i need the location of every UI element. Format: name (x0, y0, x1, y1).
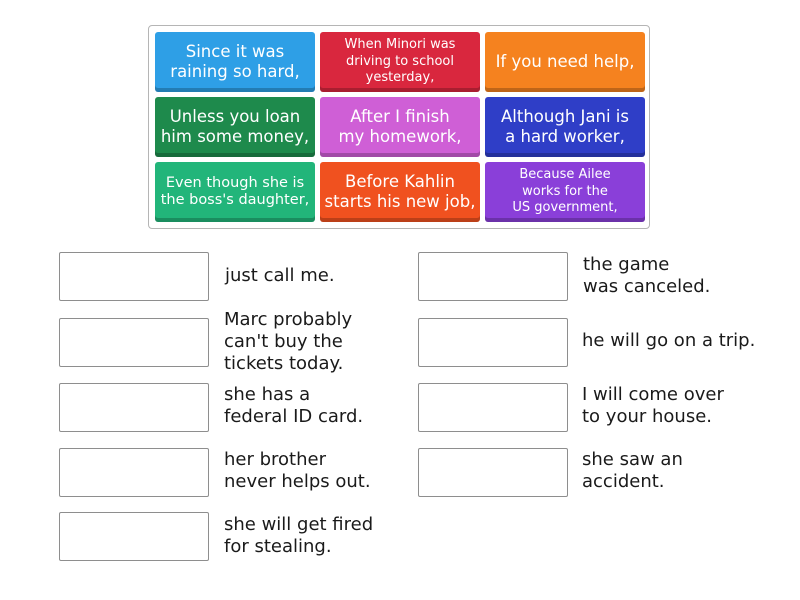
drop-slot[interactable] (59, 318, 209, 367)
tile-label: Since it was raining so hard, (170, 42, 300, 81)
answer-tile[interactable] (485, 97, 645, 157)
answer-tile[interactable] (155, 162, 315, 222)
answer-tile[interactable] (320, 32, 480, 92)
drop-slot[interactable] (59, 383, 209, 432)
answer-text: I will come over to your house. (582, 384, 724, 427)
answer-text: Marc probably can't buy the tickets today. (224, 309, 353, 374)
answer-tile[interactable] (155, 97, 315, 157)
tile-label: Before Kahlin starts his new job, (324, 172, 476, 211)
tile-label: If you need help, (495, 52, 635, 72)
answer-text: the game was canceled. (583, 254, 711, 297)
answer-text: she will get fired for stealing. (224, 514, 374, 557)
drop-slot[interactable] (59, 448, 209, 497)
tile-label: When Minori was driving to school yesterday, (344, 36, 456, 86)
tile-label: After I finish my homework, (338, 107, 462, 146)
tile-label: Because Ailee works for the US government, (512, 166, 618, 216)
answer-text: she has a federal ID card. (224, 384, 364, 427)
answer-tile[interactable] (155, 32, 315, 92)
drop-slot[interactable] (59, 512, 209, 561)
answer-tile[interactable] (320, 162, 480, 222)
answer-text: just call me. (225, 265, 335, 286)
tile-label: Even though she is the boss's daughter, (160, 174, 310, 208)
answer-tile[interactable] (485, 32, 645, 92)
answer-tile[interactable] (485, 162, 645, 222)
answer-text: he will go on a trip. (582, 330, 756, 351)
drop-slot[interactable] (418, 448, 568, 497)
drop-slot[interactable] (418, 318, 568, 367)
drop-slot[interactable] (59, 252, 209, 301)
tile-bank (148, 25, 650, 229)
drop-slot[interactable] (418, 383, 568, 432)
drop-slot[interactable] (418, 252, 568, 301)
tile-label: Although Jani is a hard worker, (501, 107, 629, 146)
answer-text: her brother never helps out. (224, 449, 371, 492)
answer-tile[interactable] (320, 97, 480, 157)
tile-label: Unless you loan him some money, (160, 107, 310, 146)
answer-text: she saw an accident. (582, 449, 683, 492)
